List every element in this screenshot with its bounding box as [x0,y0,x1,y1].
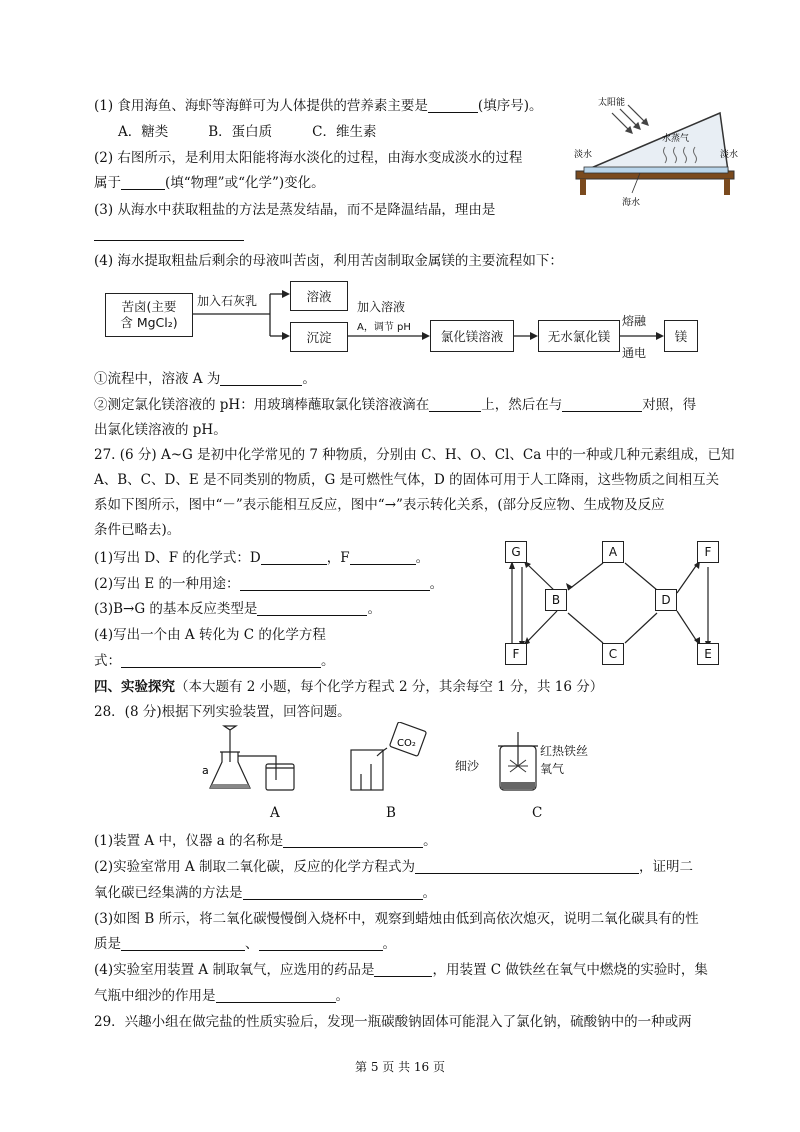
answer-blank[interactable] [562,397,642,412]
add-lime-label: 加入石灰乳 [197,294,258,308]
q26-part2-line1: (2) 右图所示，是利用太阳能将海水淡化的过程，由海水变成淡水的过程 [94,150,523,166]
sunlight-rays-icon [612,105,648,133]
oxygen-label: 氧气 [540,762,565,776]
electrolysis-label: 通电 [622,346,647,360]
q28-sub4-line1: (4)实验室用装置 A 制取氧气，应选用的药品是 ，用装置 C 做铁丝在氧气中燃烧的实验时，集 [94,962,708,978]
sand-label: 细沙 [455,759,480,773]
answer-blank[interactable] [429,397,481,412]
seawater-label: 海水 [622,198,641,208]
option-b: B．蛋白质 [208,124,273,140]
answer-blank[interactable] [374,962,432,977]
q26-part3-line2 [94,225,244,243]
q28-sub3-line2: 质是 、 。 [94,936,396,952]
answer-blank[interactable] [415,859,639,874]
apparatus-b-icon [345,722,435,797]
option-c: C．维生素 [312,124,377,140]
fresh-water-right-label: 淡水 [720,150,739,160]
apparatus-c-icon [488,732,548,794]
iron-wire-label: 红热铁丝 [540,744,589,758]
q27-sub4-line2: 式： 。 [94,653,335,669]
q27-sub4-line1: (4)写出一个由 A 转化为 C 的化学方程 [94,627,326,643]
answer-blank[interactable] [94,226,244,241]
answer-blank[interactable] [121,653,321,668]
vapor-label: 水蒸气 [662,134,690,144]
q26-part4: (4) 海水提取粗盐后剩余的母液叫苦卤，利用苦卤制取金属镁的主要流程如下： [94,253,563,269]
mgcl2-solution-box: 氯化镁溶液 [430,320,514,352]
q27-sub1: (1)写出 D、F 的化学式：D ，F 。 [94,550,430,566]
node-d: D [655,589,677,611]
option-a: A．糖类 [118,124,169,140]
q27-stem-line3: 系如下图所示，图中“－”表示能相互反应，图中“→”表示转化关系，(部分反应物、生成物及反应 [94,497,665,513]
magnesium-box: 镁 [664,320,698,352]
melt-label: 熔融 [622,314,647,328]
q26-sub2-line1: ②测定氯化镁溶液的 pH：用玻璃棒蘸取氯化镁溶液滴在 上，然后在与 对照，得 [94,397,697,413]
label-a: a [202,764,209,777]
q28-sub1: (1)装置 A 中，仪器 a 的名称是 。 [94,833,437,849]
q27-stem-line4: 条件已略去)。 [94,522,181,538]
answer-blank[interactable] [243,885,423,900]
q26-part3-line1: (3) 从海水中获取粗盐的方法是蒸发结晶，而不是降温结晶，理由是 [94,202,496,218]
answer-blank[interactable] [121,936,245,951]
caption-a: A [270,805,280,821]
solution-box: 溶液 [290,281,348,311]
answer-blank[interactable] [240,576,430,591]
q28-intro: 28．(8 分)根据下列实验装置，回答问题。 [94,704,351,720]
q27-stem-line1: 27. (6 分) A~G 是初中化学常见的 7 种物质，分别由 C、H、O、Cl、Ca 中的一种或几种元素组成，已知 [94,447,735,463]
adjust-ph-label: A，调节 pH [357,322,411,333]
q29-stem: 29．兴趣小组在做完盐的性质实验后，发现一瓶碳酸钠固体可能混入了氯化钠，硫酸钠中的一种或两 [94,1014,692,1030]
bittern-box: 苦卤(主要 含 MgCl₂) [105,293,193,337]
answer-blank[interactable] [220,371,302,386]
answer-blank[interactable] [283,833,423,848]
q26-part1: (1) 食用海鱼、海虾等海鲜可为人体提供的营养素主要是 (填序号)。 [94,98,543,114]
caption-c: C [532,805,543,821]
q27-sub2: (2)写出 E 的一种用途： 。 [94,576,444,592]
node-e: E [697,643,719,665]
q26-part2-line2: 属于 (填“物理”或“化学”)变化。 [94,175,325,191]
answer-blank[interactable] [259,936,383,951]
sun-label: 太阳能 [598,98,626,108]
co2-label: CO₂ [397,738,416,749]
q28-sub2-line1: (2)实验室常用 A 制取二氧化碳，反应的化学方程式为 ，证明二 [94,859,693,875]
section-4-heading: 四、实验探究（本大题有 2 小题，每个化学方程式 2 分，其余每空 1 分，共 16 分） [94,679,604,695]
q26-sub1: ①流程中，溶液 A 为 。 [94,371,316,387]
q28-sub3-line1: (3)如图 B 所示，将二氧化碳慢慢倒入烧杯中，观察到蜡烛由低到高依次熄灭，说明二氧化碳具有的性 [94,911,699,927]
q26-options [118,123,377,141]
node-g: G [505,541,527,563]
precipitate-box: 沉淀 [290,322,348,352]
answer-blank[interactable] [121,175,165,190]
node-f-top: F [697,541,719,563]
page-footer: 第 5 页 共 16 页 [355,1060,445,1074]
caption-b: B [386,805,396,821]
node-b: B [545,589,567,611]
answer-blank[interactable] [428,98,478,113]
q27-sub3: (3)B→G 的基本反应类型是 。 [94,601,381,617]
answer-blank[interactable] [257,601,367,616]
fresh-water-left-label: 淡水 [574,150,593,160]
add-solution-label: 加入溶液 [357,300,406,314]
node-a: A [602,541,624,563]
q28-sub4-line2: 气瓶中细沙的作用是 。 [94,988,349,1004]
answer-blank[interactable] [261,550,327,565]
apparatus-a-icon [200,722,300,802]
node-c: C [602,643,624,665]
answer-blank[interactable] [350,550,416,565]
answer-blank[interactable] [216,988,336,1003]
q28-sub2-line2: 氧化碳已经集满的方法是 。 [94,885,436,901]
anhydrous-mgcl2-box: 无水氯化镁 [538,320,620,352]
q26-sub2-line2: 出氯化镁溶液的 pH。 [94,422,227,438]
q27-stem-line2: A、B、C、D、E 是不同类别的物质，G 是可燃性气体，D 的固体可用于人工降雨，这些物质之间相互关 [94,472,720,488]
solar-desalination-figure [570,93,750,213]
node-f-bottom: F [505,643,527,665]
